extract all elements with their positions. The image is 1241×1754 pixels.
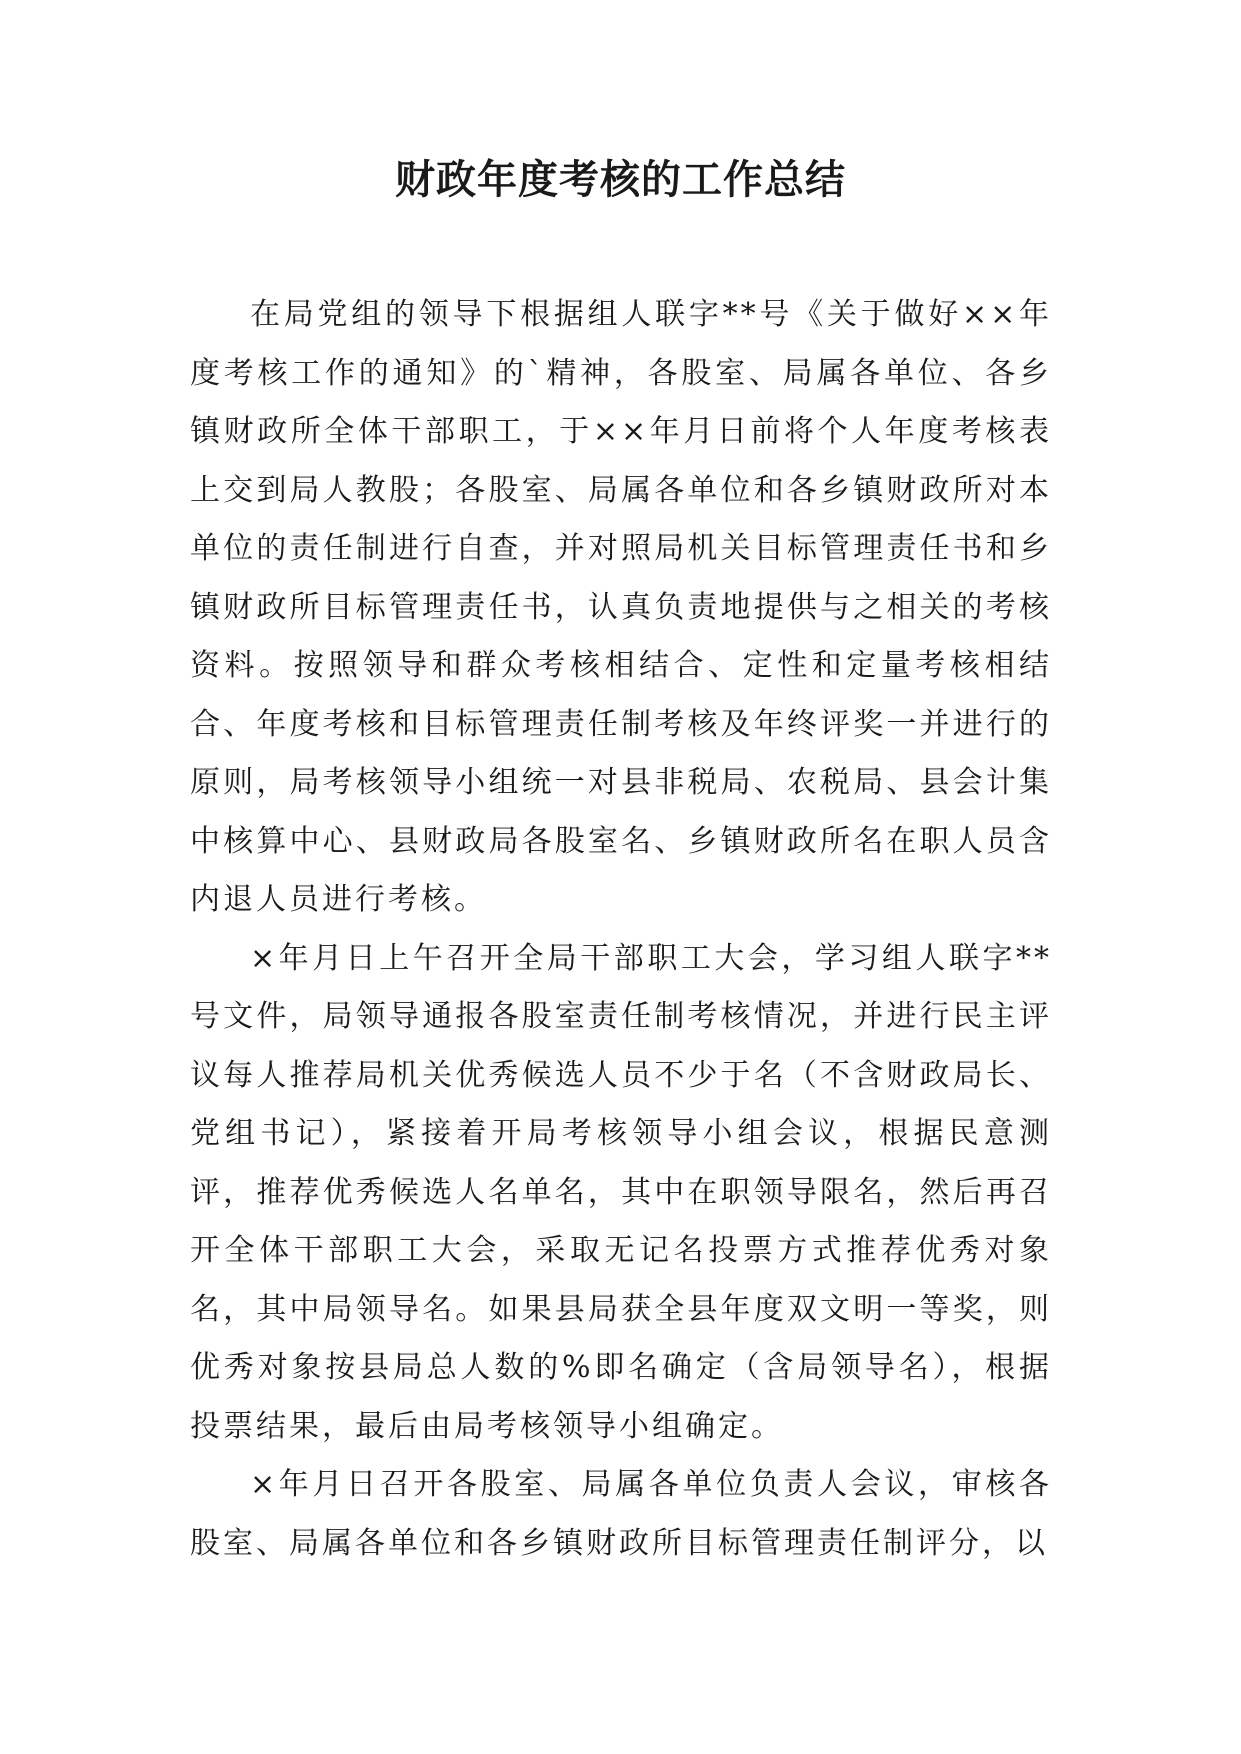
- document-body: [190, 286, 1052, 1573]
- document-title: 财政年度考核的工作总结: [395, 157, 846, 203]
- paragraph-2: ×年月日上午召开全局干部职工大会，学习组人联字**号文件，局领导通报各股室责任制考核情况，并进行民主评议每人推荐局机关优秀候选人员不少于名（不含财政局长、党组书记），紧接着开局考核领导小组会议，根据民意测评，推荐优秀候选人名单名，其中在职领导限名，然后再召开全体干部职工大会，采取无记名投票方式推荐优秀对象名，其中局领导名。如果县局获全县年度双文明一等奖，则优秀对象按县局总人数的%即名确定（含局领导名），根据投票结果，最后由局考核领导小组确定。: [190, 940, 1052, 1444]
- paragraph-3: ×年月日召开各股室、局属各单位负责人会议，审核各股室、局属各单位和各乡镇财政所目标管理责任制评分，以: [190, 1467, 1052, 1561]
- paragraph-1: 在局党组的领导下根据组人联字**号《关于做好××年度考核工作的通知》的`精神，各股室、局属各单位、各乡镇财政所全体干部职工，于××年月日前将个人年度考核表上交到局人教股；各股室、局属各单位和各乡镇财政所对本单位的责任制进行自查，并对照局机关目标管理责任书和乡镇财政所目标管理责任书，认真负责地提供与之相关的考核资料。按照领导和群众考核相结合、定性和定量考核相结合、年度考核和目标管理责任制考核及年终评奖一并进行的原则，局考核领导小组统一对县非税局、农税局、县会计集中核算中心、县财政局各股室名、乡镇财政所名在职人员含内退人员进行考核。: [190, 297, 1052, 917]
